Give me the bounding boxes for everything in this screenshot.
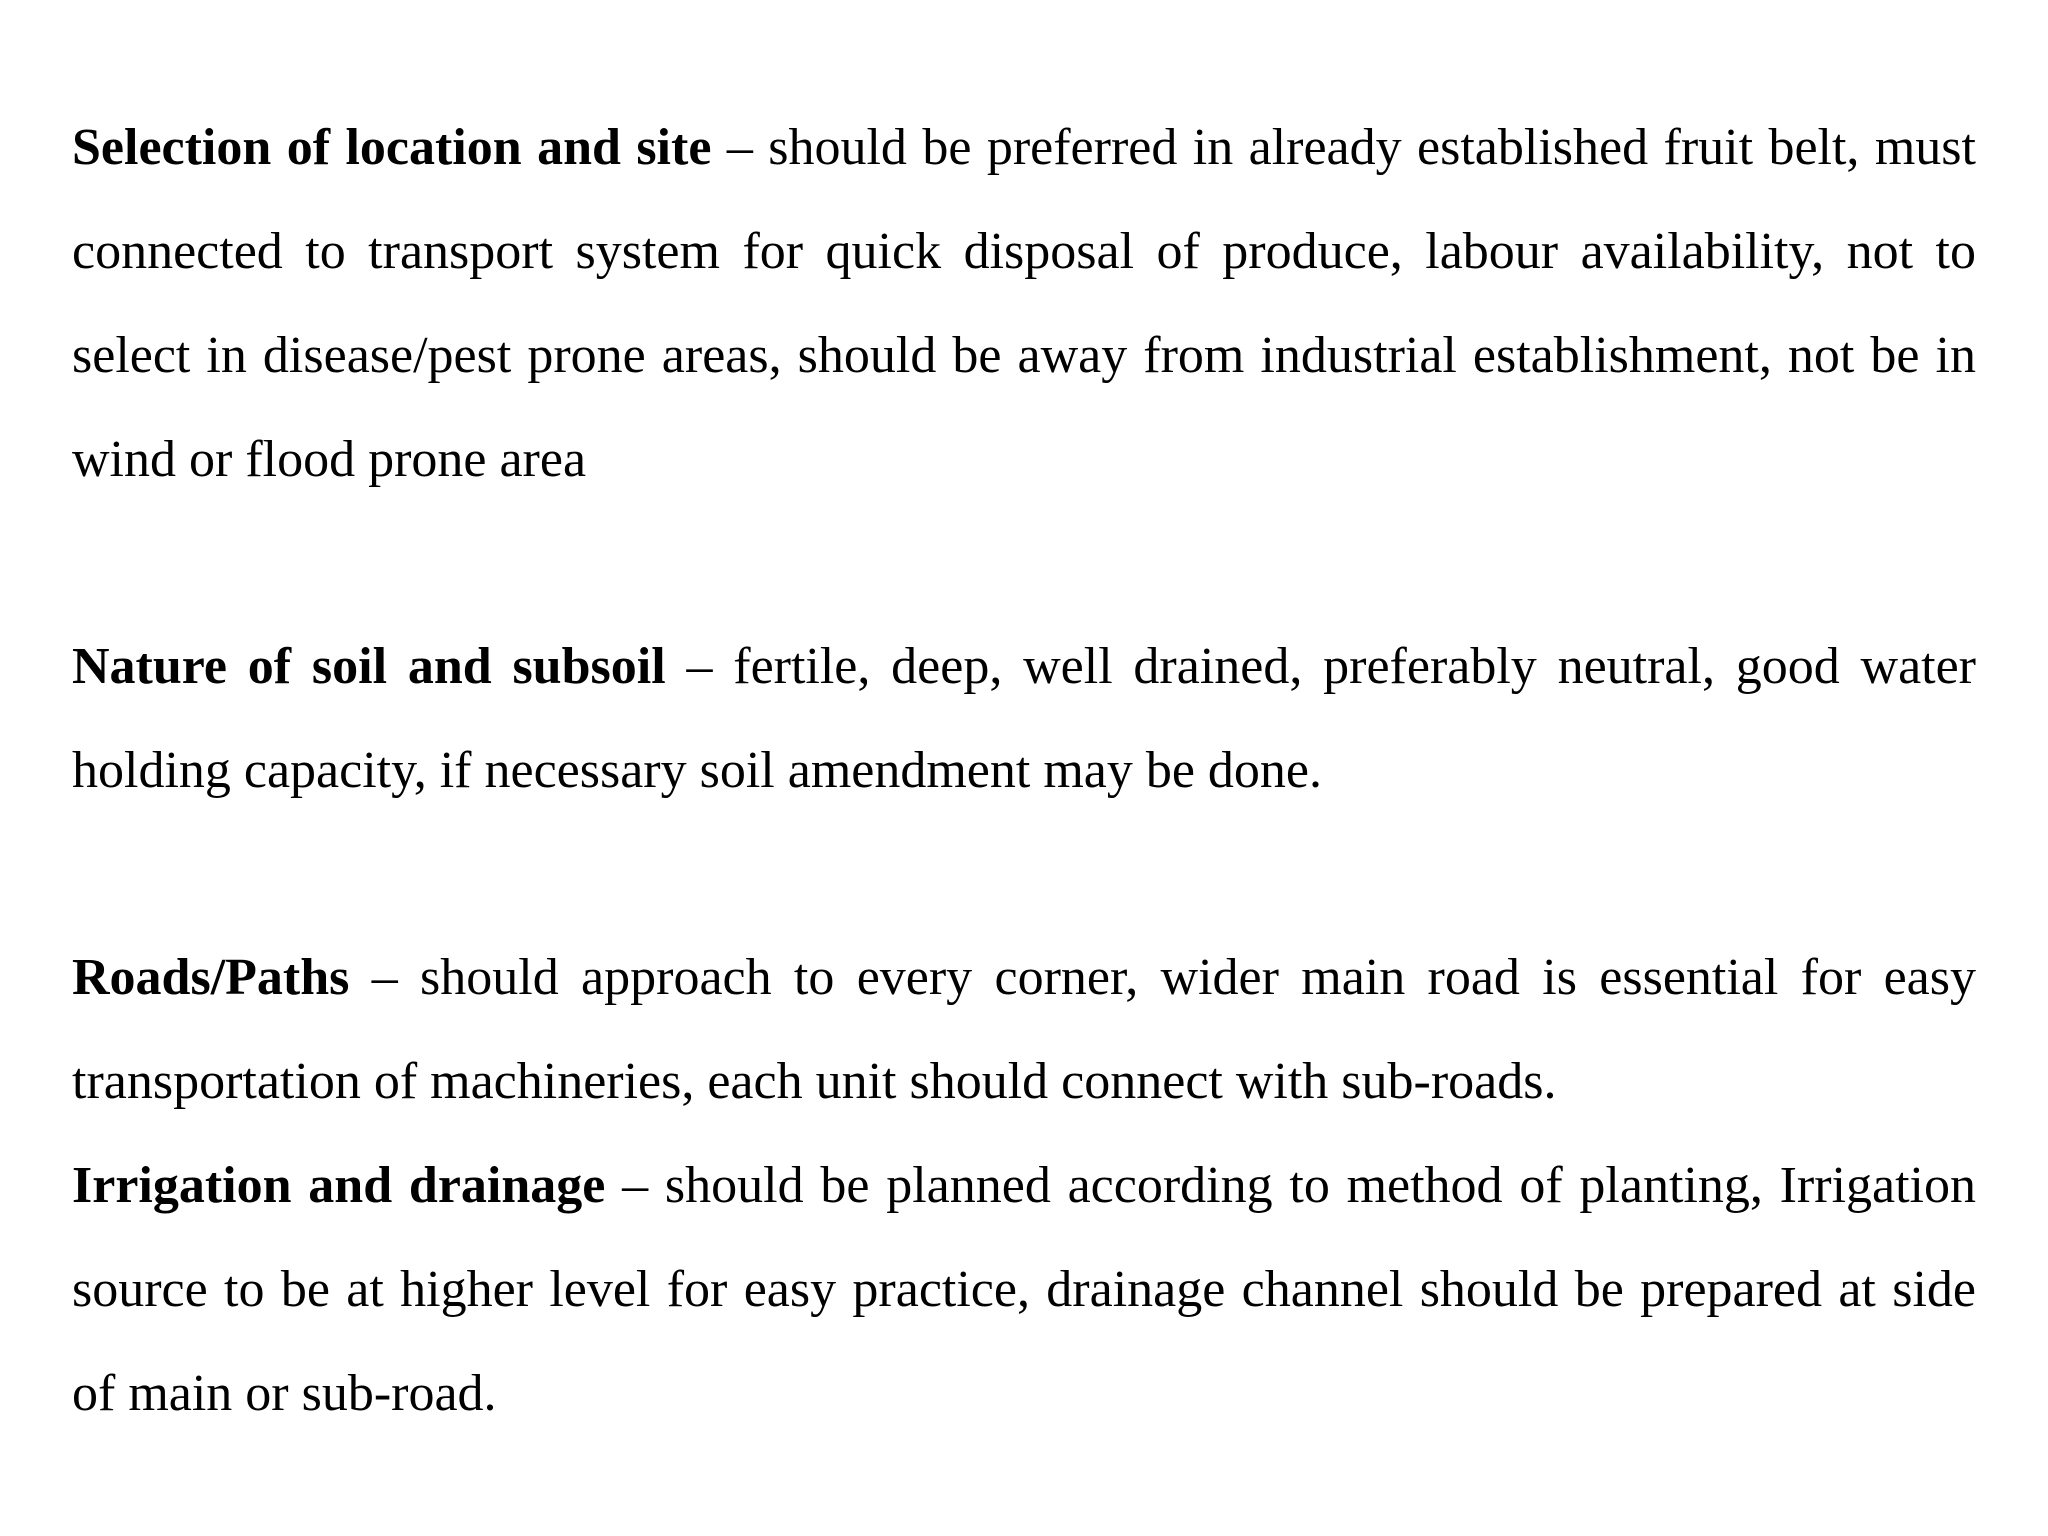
paragraph-irrigation-drainage — [72, 1134, 1976, 1446]
document-page — [72, 96, 1976, 1446]
term-location-site: Selection of location and site — [72, 119, 712, 176]
body-irrigation-drainage: – should be planned according to method of planting, Irrigation source to be at higher level for easy practice, drainage channel should be prepared at side of main or sub-road. — [72, 1157, 1976, 1422]
body-soil-subsoil: – fertile, deep, well drained, preferably neutral, good water holding capacity, if necessary soil amendment may be done. — [72, 638, 1976, 799]
paragraph-soil-subsoil — [72, 615, 1976, 823]
term-soil-subsoil: Nature of soil and subsoil — [72, 638, 666, 695]
paragraph-location-site — [72, 96, 1976, 512]
body-location-site: – should be preferred in already established fruit belt, must connected to transport system for quick disposal of produce, labour availability, not to select in disease/pest prone areas, should be away from industrial establishment, not be in wind or flood prone area — [72, 119, 1976, 488]
term-irrigation-drainage: Irrigation and drainage — [72, 1157, 606, 1214]
paragraph-roads-paths — [72, 926, 1976, 1134]
term-roads-paths: Roads/Paths — [72, 949, 350, 1006]
body-roads-paths: – should approach to every corner, wider main road is essential for easy transportation of machineries, each unit should connect with sub-roads. — [72, 949, 1976, 1110]
